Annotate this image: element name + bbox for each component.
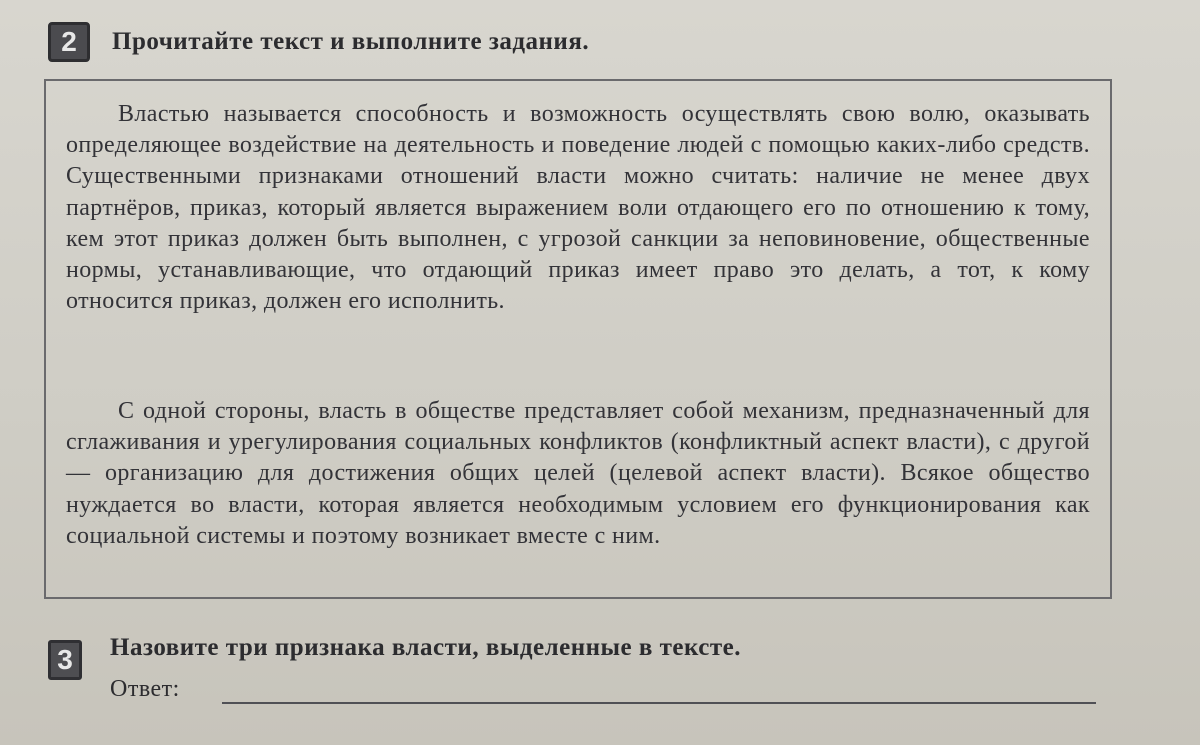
passage-paragraph-2: С одной стороны, власть в обществе представляет собой механизм, предназначенный для сглаживания и урегулирования социальных конфликтов (конфликтный аспект власти), с другой — организацию для достижения общих целей (целевой аспект власти). Всякое общество нуждается во власти, которая является необходимым условием его функционирования как социальной системы и поэтому возникает вместе с ним.: [66, 398, 1090, 549]
answer-label: Ответ:: [110, 676, 180, 702]
task-title: Прочитайте текст и выполните задания.: [112, 28, 590, 55]
passage-paragraph-1: Властью называется способность и возможность осуществлять свою волю, оказывать определяющее воздействие на деятельность и поведение людей с помощью каких-либо средств. Существенными признаками отношений власти можно считать: наличие не менее двух партнёров, приказ, который является выражением воли отдающего его по отношению к тому, кем этот приказ должен быть выполнен, с угрозой санкции за неповиновение, общественные нормы, устанавливающие, что отдающий приказ имеет право это делать, а тот, к кому относится приказ, должен его исполнить.: [66, 101, 1090, 315]
question-text: Назовите три признака власти, выделенные в тексте.: [110, 634, 742, 661]
reading-passage-box: [44, 79, 1112, 599]
question-number-badge: 3: [48, 640, 82, 680]
task-number-badge: 2: [48, 22, 90, 62]
answer-line[interactable]: [222, 702, 1096, 704]
